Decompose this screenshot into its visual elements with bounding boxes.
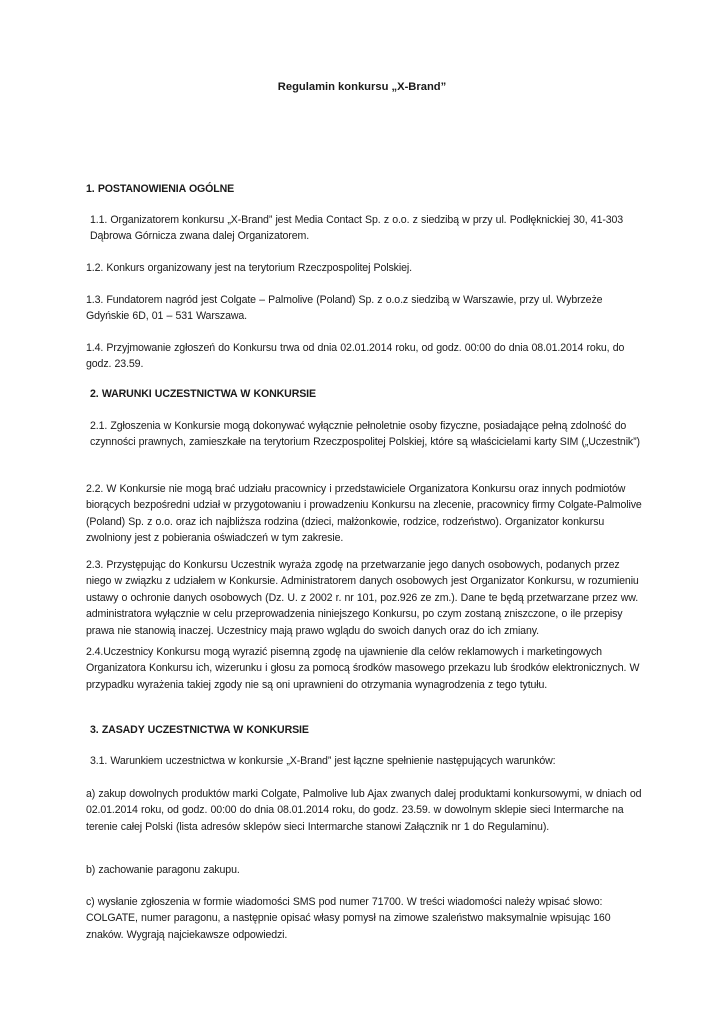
- paragraph-2-1: 2.1. Zgłoszenia w Konkursie mogą dokonywać wyłącznie pełnoletnie osoby fizyczne, posiadające pełną zdolność do czynności prawnych, zamieszkałe na terytorium Rzeczpospolitej Polskiej, które są właścicielami karty SIM („Uczestnik”): [90, 420, 640, 449]
- paragraph-3-1: 3.1. Warunkiem uczestnictwa w konkursie „X-Brand” jest łączne spełnienie następujących warunków:: [90, 755, 556, 767]
- paragraph-1-3: 1.3. Fundatorem nagród jest Colgate – Palmolive (Poland) Sp. z o.o.z siedzibą w Warszawie, przy ul. Wybrzeże Gdyńskie 6D, 01 – 531 Warszawa.: [86, 294, 603, 323]
- paragraph-2-4: 2.4.Uczestnicy Konkursu mogą wyrazić pisemną zgodę na ujawnienie dla celów reklamowych i marketingowych Organizatora Konkursu ich, wizerunku i głosu za pomocą środków masowego przekazu lub środków elektronicznych. W przypadku wyrażenia takiej zgody nie są oni uprawnieni do otrzymania wynagrodzenia z tego tytułu.: [86, 646, 640, 691]
- paragraph-1-2: 1.2. Konkurs organizowany jest na terytorium Rzeczpospolitej Polskiej.: [86, 262, 412, 274]
- list-item-a: a) zakup dowolnych produktów marki Colgate, Palmolive lub Ajax zwanych dalej produktami konkursowymi, w dniach od 02.01.2014 roku, od godz. 00:00 do dnia 08.01.2014 roku, do godz. 23.59. w dowolnym sklepie sieci Intermarche na terenie całej Polski (lista adresów sklepów sieci Intermarche stanowi Załącznik nr 1 do Regulaminu).: [86, 788, 642, 833]
- paragraph-1-1: 1.1. Organizatorem konkursu „X-Brand” jest Media Contact Sp. z o.o. z siedzibą w przy ul. Podłęknickiej 30, 41-303 Dąbrowa Górnicza zwana dalej Organizatorem.: [90, 214, 624, 243]
- paragraph-2-2: 2.2. W Konkursie nie mogą brać udziału pracownicy i przedstawiciele Organizatora Konkursu oraz innych podmiotów biorących bezpośredni udział w przygotowaniu i prowadzeniu Konkursu na zlecenie, pracownicy firmy Colgate-Palmolive (Poland) Sp. z o.o. oraz ich najbliższa rodzina (dzieci, małżonkowie, rodzice, rodzeństwo). Organizator konkursu zwolniony jest z pobierania oświadczeń w tym zakresie.: [86, 483, 642, 545]
- section-heading-3: 3. ZASADY UCZESTNICTWA W KONKURSIE: [90, 724, 309, 736]
- paragraph-1-4: 1.4. Przyjmowanie zgłoszeń do Konkursu trwa od dnia 02.01.2014 roku, od godz. 00:00 do dnia 08.01.2014 roku, do godz. 23.59.: [86, 342, 625, 371]
- section-heading-1: 1. POSTANOWIENIA OGÓLNE: [86, 183, 235, 195]
- list-item-c: c) wysłanie zgłoszenia w formie wiadomości SMS pod numer 71700. W treści wiadomości należy wpisać słowo: COLGATE, numer paragonu, a następnie opisać własy pomysł na zimowe szaleństwo maksymalnie wpisując 160 znaków. Wygrają najciekawsze odpowiedzi.: [86, 896, 611, 941]
- list-item-b: b) zachowanie paragonu zakupu.: [86, 864, 240, 876]
- section-heading-2: 2. WARUNKI UCZESTNICTWA W KONKURSIE: [90, 388, 316, 400]
- document-title: Regulamin konkursu „X-Brand”: [277, 81, 447, 93]
- paragraph-2-3: 2.3. Przystępując do Konkursu Uczestnik wyraża zgodę na przetwarzanie jego danych osobowych, podanych przez niego w związku z udziałem w Konkursie. Administratorem danych osobowych jest Organizator Konkursu, w rozumieniu ustawy o ochronie danych osobowych (Dz. U. z 2002 r. nr 101, poz.926 ze zm.). Dane te będą przetwarzane przez ww. administratora wyłącznie w celu przeprowadzenia niniejszego Konkursu, po czym zostaną zniszczone, o ile przepisy prawa nie stanowią inaczej. Uczestnicy mają prawo wglądu do swoich danych oraz do ich zmiany.: [86, 559, 639, 637]
